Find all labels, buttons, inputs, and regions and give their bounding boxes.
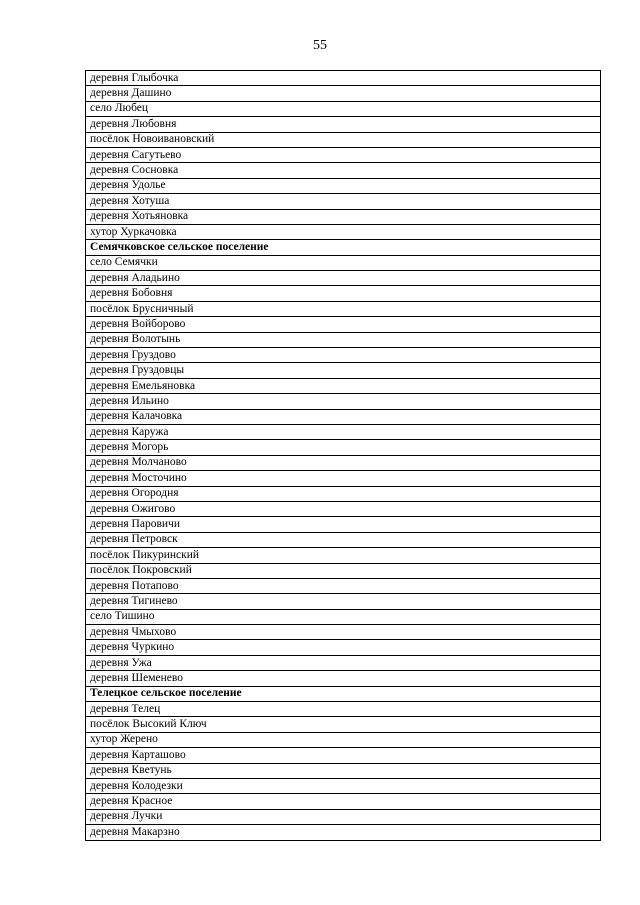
- settlement-name-cell: деревня Бобовня: [86, 286, 601, 301]
- settlement-name-cell: деревня Сагутьево: [86, 147, 601, 162]
- settlement-name-cell: деревня Кветунь: [86, 763, 601, 778]
- table-row: [86, 86, 601, 101]
- table-row: [86, 563, 601, 578]
- settlement-name-cell: село Любец: [86, 101, 601, 116]
- settlement-name-cell: деревня Огородня: [86, 486, 601, 501]
- table-row: [86, 809, 601, 824]
- settlement-name-cell: деревня Мосточино: [86, 471, 601, 486]
- table-row: [86, 255, 601, 270]
- settlement-name-cell: село Семячки: [86, 255, 601, 270]
- table-row: [86, 778, 601, 793]
- settlement-name-cell: деревня Тигинево: [86, 594, 601, 609]
- table-row: [86, 178, 601, 193]
- table-row: [86, 517, 601, 532]
- settlement-name-cell: деревня Могорь: [86, 440, 601, 455]
- settlement-name-cell: село Тишино: [86, 609, 601, 624]
- table-row: [86, 132, 601, 147]
- settlement-name-cell: деревня Аладьино: [86, 271, 601, 286]
- settlement-name-cell: деревня Сосновка: [86, 163, 601, 178]
- settlement-name-cell: деревня Чмыхово: [86, 625, 601, 640]
- settlement-name-cell: деревня Груздово: [86, 348, 601, 363]
- settlement-name-cell: деревня Хотьяновка: [86, 209, 601, 224]
- table-row: [86, 655, 601, 670]
- table-row: [86, 147, 601, 162]
- table-row: [86, 378, 601, 393]
- table-row: [86, 286, 601, 301]
- table-row: [86, 194, 601, 209]
- settlement-name-cell: деревня Ожигово: [86, 501, 601, 516]
- table-row: [86, 594, 601, 609]
- table-row: [86, 71, 601, 86]
- table-row: [86, 548, 601, 563]
- table-row: [86, 671, 601, 686]
- settlement-name-cell: деревня Макарзно: [86, 825, 601, 840]
- table-row: [86, 640, 601, 655]
- table-row: [86, 424, 601, 439]
- settlement-name-cell: деревня Калачовка: [86, 409, 601, 424]
- page-number: 55: [313, 38, 327, 53]
- settlement-name-cell: посёлок Пикуринский: [86, 548, 601, 563]
- settlement-name-cell: деревня Удолье: [86, 178, 601, 193]
- settlements-table: [85, 70, 601, 841]
- settlement-name-cell: деревня Любовня: [86, 117, 601, 132]
- settlement-name-cell: деревня Карташово: [86, 748, 601, 763]
- settlement-name-cell: деревня Шеменево: [86, 671, 601, 686]
- table-row: [86, 609, 601, 624]
- settlement-name-cell: хутор Хуркачовка: [86, 224, 601, 239]
- settlement-name-cell: деревня Войборово: [86, 317, 601, 332]
- table-row: [86, 825, 601, 840]
- settlement-name-cell: хутор Жерено: [86, 732, 601, 747]
- table-row: [86, 271, 601, 286]
- settlement-name-cell: деревня Дашино: [86, 86, 601, 101]
- table-row: [86, 501, 601, 516]
- table-row: [86, 394, 601, 409]
- settlement-name-cell: деревня Глыбочка: [86, 71, 601, 86]
- settlement-name-cell: посёлок Новоивановский: [86, 132, 601, 147]
- section-header-cell: Телецкое сельское поселение: [86, 686, 601, 701]
- table-row: [86, 578, 601, 593]
- settlement-name-cell: деревня Лучки: [86, 809, 601, 824]
- section-header-row: [86, 686, 601, 701]
- table-row: [86, 702, 601, 717]
- settlement-name-cell: деревня Красное: [86, 794, 601, 809]
- table-row: [86, 717, 601, 732]
- settlements-table-body: [86, 71, 601, 841]
- settlement-name-cell: деревня Волотынь: [86, 332, 601, 347]
- table-row: [86, 117, 601, 132]
- table-row: [86, 471, 601, 486]
- table-row: [86, 224, 601, 239]
- table-row: [86, 209, 601, 224]
- settlement-name-cell: посёлок Покровский: [86, 563, 601, 578]
- settlement-name-cell: деревня Каружа: [86, 424, 601, 439]
- table-row: [86, 794, 601, 809]
- table-row: [86, 486, 601, 501]
- settlement-name-cell: деревня Паровичи: [86, 517, 601, 532]
- table-row: [86, 348, 601, 363]
- table-row: [86, 763, 601, 778]
- settlement-name-cell: деревня Потапово: [86, 578, 601, 593]
- table-row: [86, 332, 601, 347]
- settlement-name-cell: деревня Ужа: [86, 655, 601, 670]
- settlement-name-cell: деревня Груздовцы: [86, 363, 601, 378]
- section-header-cell: Семячковское сельское поселение: [86, 240, 601, 255]
- table-row: [86, 363, 601, 378]
- settlement-name-cell: деревня Петровск: [86, 532, 601, 547]
- table-row: [86, 455, 601, 470]
- table-row: [86, 732, 601, 747]
- settlement-name-cell: посёлок Брусничный: [86, 301, 601, 316]
- table-row: [86, 748, 601, 763]
- settlement-name-cell: деревня Хотуша: [86, 194, 601, 209]
- table-row: [86, 440, 601, 455]
- table-row: [86, 625, 601, 640]
- settlement-name-cell: деревня Чуркино: [86, 640, 601, 655]
- settlement-name-cell: деревня Емельяновка: [86, 378, 601, 393]
- table-row: [86, 532, 601, 547]
- section-header-row: [86, 240, 601, 255]
- table-row: [86, 317, 601, 332]
- settlement-name-cell: деревня Телец: [86, 702, 601, 717]
- table-row: [86, 163, 601, 178]
- table-row: [86, 409, 601, 424]
- settlement-name-cell: деревня Колодезки: [86, 778, 601, 793]
- settlement-name-cell: деревня Ильино: [86, 394, 601, 409]
- settlement-name-cell: деревня Молчаново: [86, 455, 601, 470]
- table-row: [86, 301, 601, 316]
- settlement-name-cell: посёлок Высокий Ключ: [86, 717, 601, 732]
- table-row: [86, 101, 601, 116]
